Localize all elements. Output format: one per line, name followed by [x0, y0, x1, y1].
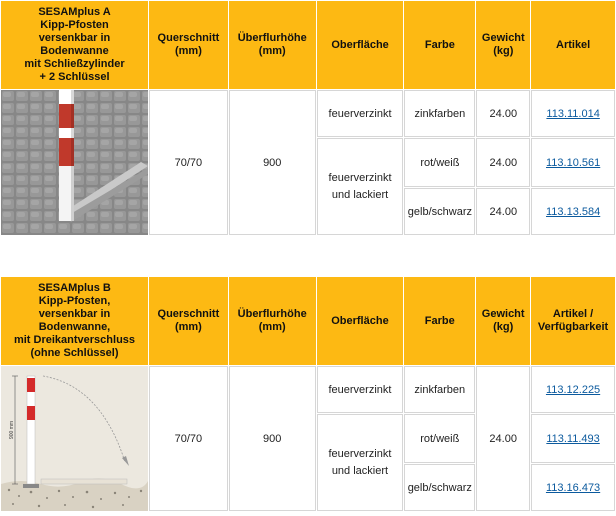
farbe-header: Farbe: [404, 1, 475, 89]
artikel-link[interactable]: 113.11.493: [546, 432, 600, 445]
farbe-cell: rot/weiß: [404, 138, 475, 187]
querschnitt-value: 70/70: [149, 90, 228, 235]
artikel-cell: [531, 414, 615, 463]
gewicht-cell: 24.00: [476, 138, 530, 187]
oberflaeche-cell: [317, 414, 404, 511]
artikel-link[interactable]: 113.16.473: [545, 481, 601, 494]
artikel-cell: [531, 464, 615, 511]
product-table-b: [0, 276, 616, 512]
bollard-tilt-diagram: [1, 366, 148, 511]
oberflaeche-text: feuerverzinkt und lackiert: [328, 447, 392, 477]
artikel-cell: [531, 188, 615, 235]
gewicht-cell: 24.00: [476, 366, 530, 511]
artikel-cell: [531, 90, 615, 137]
artikel-link[interactable]: 113.10.561: [546, 156, 601, 169]
artikel-link[interactable]: 113.13.584: [546, 205, 601, 218]
oberflaeche-cell: feuerverzinkt: [317, 90, 404, 137]
farbe-cell: gelb/schwarz: [404, 464, 475, 511]
gewicht-header: Gewicht (kg): [476, 1, 530, 89]
product-name-header: SESAMplus A Kipp-Pfosten versenkbar in Bodenwanne mit Schließzylinder + 2 Schlüssel: [1, 1, 148, 89]
dimension-label: 900 mm: [9, 420, 15, 440]
gewicht-cell: 24.00: [476, 90, 530, 137]
farbe-cell: gelb/schwarz: [404, 188, 475, 235]
artikel-link[interactable]: 113.12.225: [545, 383, 601, 396]
ueberflurhoehe-header: Überflurhöhe (mm): [229, 277, 316, 365]
ueberflurhoehe-value: 900: [229, 366, 316, 511]
oberflaeche-header: Oberfläche: [317, 1, 404, 89]
farbe-cell: rot/weiß: [404, 414, 475, 463]
oberflaeche-text: feuerverzinkt und lackiert: [328, 171, 392, 201]
gewicht-header: Gewicht (kg): [476, 277, 530, 365]
oberflaeche-header: Oberfläche: [317, 277, 404, 365]
artikel-link[interactable]: 113.11.014: [546, 107, 600, 120]
ueberflurhoehe-header: Überflurhöhe (mm): [229, 1, 316, 89]
farbe-cell: zinkfarben: [404, 366, 475, 413]
oberflaeche-cell: [317, 138, 404, 235]
product-name-header: SESAMplus B Kipp-Pfosten, versenkbar in Bodenwanne, mit Dreikantverschluss (ohne Schlüssel): [1, 277, 148, 365]
querschnitt-header: Querschnitt (mm): [149, 277, 228, 365]
gewicht-cell: 24.00: [476, 188, 530, 235]
farbe-header: Farbe: [404, 277, 475, 365]
product-diagram: [1, 366, 148, 511]
querschnitt-header: Querschnitt (mm): [149, 1, 228, 89]
farbe-cell: zinkfarben: [404, 90, 475, 137]
artikel-cell: [531, 366, 615, 413]
artikel-header: Artikel: [531, 1, 615, 89]
product-photo: [1, 90, 148, 235]
querschnitt-value: 70/70: [149, 366, 228, 511]
oberflaeche-cell: feuerverzinkt: [317, 366, 404, 413]
artikel-verfuegbarkeit-header: Artikel / Verfügbarkeit: [531, 277, 615, 365]
bollard-photo-illustration: [1, 90, 148, 235]
ueberflurhoehe-value: 900: [229, 90, 316, 235]
product-table-a: [0, 0, 616, 236]
artikel-cell: [531, 138, 615, 187]
